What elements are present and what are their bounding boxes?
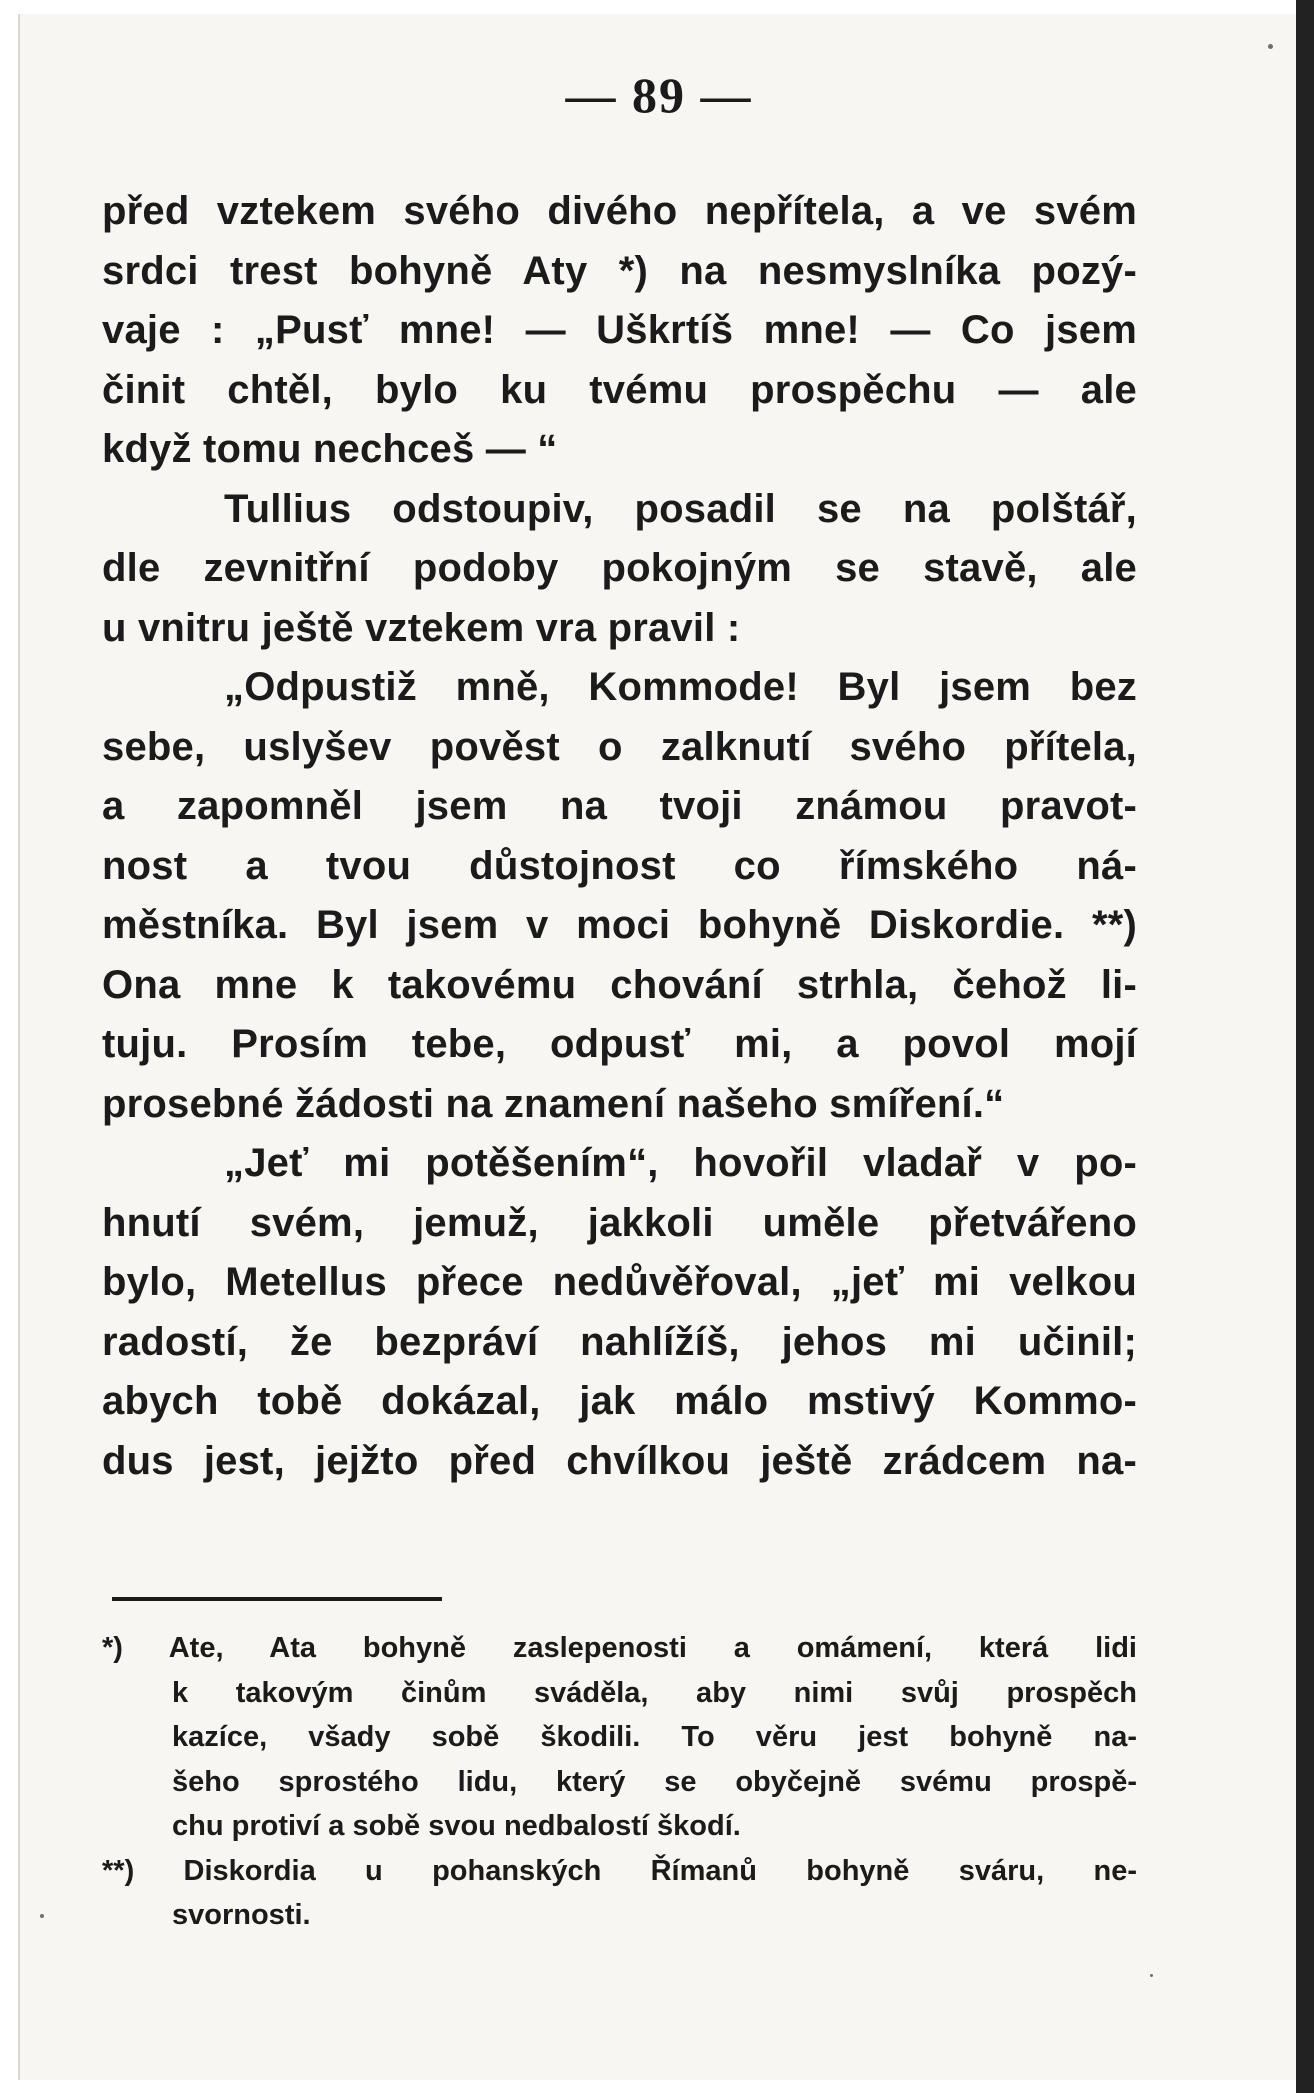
text-line: vaje : „Pusť mne! — Uškrtíš mne! — Co jsem — [102, 308, 1137, 352]
text-line: „Odpustiž mně, Kommode! Byl jsem bez — [224, 665, 1137, 709]
text-line: když tomu nechceš — “ — [102, 427, 558, 471]
footnote-line: *) Ate, Ata bohyně zaslepenosti a omámení, která lidi — [102, 1632, 1137, 1664]
scan-top-margin — [0, 0, 1314, 14]
body-text — [102, 182, 1137, 1491]
text-line: a zapomněl jsem na tvoji známou pravot- — [102, 784, 1137, 828]
text-line: srdci trest bohyně Aty *) na nesmyslníka pozý- — [102, 248, 1137, 293]
footnote-line: k takovým činům sváděla, aby nimi svůj prospěch — [172, 1676, 1137, 1709]
scan-dark-edge — [1296, 0, 1314, 2093]
footnote-line: svornosti. — [172, 1899, 311, 1931]
text-line: abych tobě dokázal, jak málo mstivý Kommo- — [102, 1379, 1137, 1423]
footnote-line: **) Diskordia u pohanských Římanů bohyně sváru, ne- — [102, 1854, 1137, 1887]
scan-speck — [1150, 1974, 1153, 1977]
footnote-line: šeho sprostého lidu, který se obyčejně svému prospě- — [172, 1765, 1137, 1798]
text-line: před vztekem svého divého nepřítela, a ve svém — [102, 189, 1137, 233]
text-line: u vnitru ještě vztekem vra pravil : — [102, 605, 741, 650]
text-line: dus jest, jejžto před chvílkou ještě zrádcem na- — [102, 1438, 1137, 1483]
text-line: městníka. Byl jsem v moci bohyně Diskordie. **) — [102, 903, 1137, 947]
text-line: činit chtěl, bylo ku tvému prospěchu — ale — [102, 367, 1137, 412]
text-line: tuju. Prosím tebe, odpusť mi, a povol mojí — [102, 1022, 1137, 1066]
scan-speck — [40, 1914, 44, 1918]
text-line: hnutí svém, jemuž, jakkoli uměle přetvářeno — [102, 1200, 1137, 1245]
text-line: Tullius odstoupiv, posadil se na polštář, — [224, 486, 1137, 531]
footnotes — [102, 1626, 1137, 1938]
footnote-rule — [112, 1597, 442, 1601]
text-line: sebe, uslyšev pověst o zalknutí svého přítela, — [102, 724, 1137, 769]
text-line: prosebné žádosti na znamení našeho smíření.“ — [102, 1081, 1005, 1126]
text-line: Ona mne k takovému chování strhla, čehož li- — [102, 962, 1137, 1007]
footnote-line: kazíce, všady sobě škodili. To věru jest bohyně na- — [172, 1721, 1137, 1753]
text-line: „Jeť mi potěšením“, hovořil vladař v po- — [224, 1141, 1137, 1185]
text-line: bylo, Metellus přece nedůvěřoval, „jeť mi velkou — [102, 1260, 1137, 1304]
page-number: — 89 — — [565, 67, 753, 123]
text-line: nost a tvou důstojnost co římského ná- — [102, 843, 1137, 888]
footnote-line: chu protiví a sobě svou nedbalostí škodí. — [172, 1810, 741, 1842]
text-line: dle zevnitřní podoby pokojným se stavě, ale — [102, 546, 1137, 590]
book-page — [18, 14, 1298, 2080]
scan-speck — [1268, 44, 1273, 49]
text-line: radostí, že bezpráví nahlížíš, jehos mi učinil; — [102, 1319, 1137, 1364]
